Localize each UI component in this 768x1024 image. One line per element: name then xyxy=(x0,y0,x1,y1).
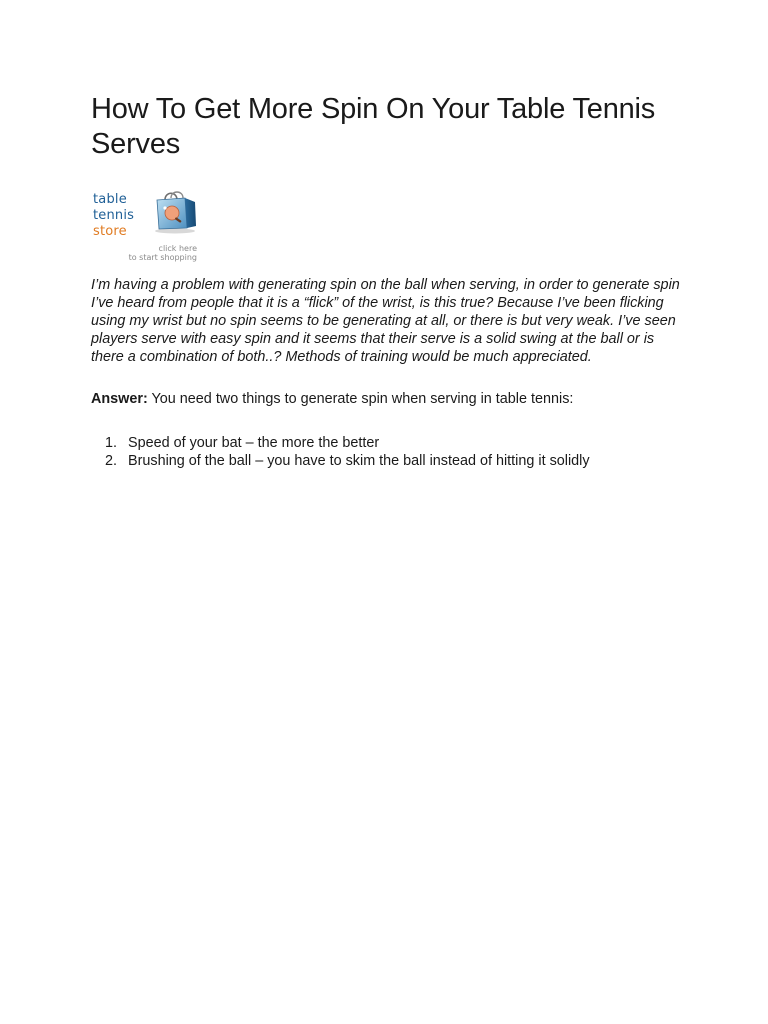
reader-question: I’m having a problem with generating spin on the ball when serving, in order to generate spin I’ve heard from people that it is a “flick” of the wrist, is this true? Because I’ve been flicking using my wrist but no spin seems to be generating at all, or there is but very weak. I’ve seen players serve with easy spin and it seems that their serve is a solid swing at the ball or is there a combination of both..? Methods of training would be much appreciated. xyxy=(91,277,680,365)
logo-word-tennis: tennis xyxy=(93,208,135,223)
shopping-bag-icon xyxy=(151,188,201,234)
page-title: How To Get More Spin On Your Table Tennis Serves xyxy=(91,93,656,160)
cta-line-1: click here xyxy=(158,244,197,253)
banner-cta xyxy=(129,244,197,262)
steps-list xyxy=(91,434,691,470)
store-logo xyxy=(93,192,134,240)
list-item-number: 1. xyxy=(105,435,118,451)
list-item xyxy=(91,434,691,452)
article xyxy=(91,92,691,470)
table-tennis-store-banner[interactable] xyxy=(91,186,201,262)
list-item-text: Brushing of the ball – you have to skim the ball instead of hitting it solidly xyxy=(128,453,590,469)
list-item xyxy=(91,452,691,470)
logo-word-store: store xyxy=(93,224,127,239)
answer-paragraph xyxy=(91,390,691,408)
list-item-number: 2. xyxy=(105,453,118,469)
list-item-text: Speed of your bat – the more the better xyxy=(128,435,380,451)
answer-label: Answer: xyxy=(91,391,148,407)
logo-word-table: table xyxy=(93,192,127,207)
cta-line-2: to start shopping xyxy=(128,253,197,262)
answer-text: You need two things to generate spin when serving in table tennis: xyxy=(147,391,574,407)
